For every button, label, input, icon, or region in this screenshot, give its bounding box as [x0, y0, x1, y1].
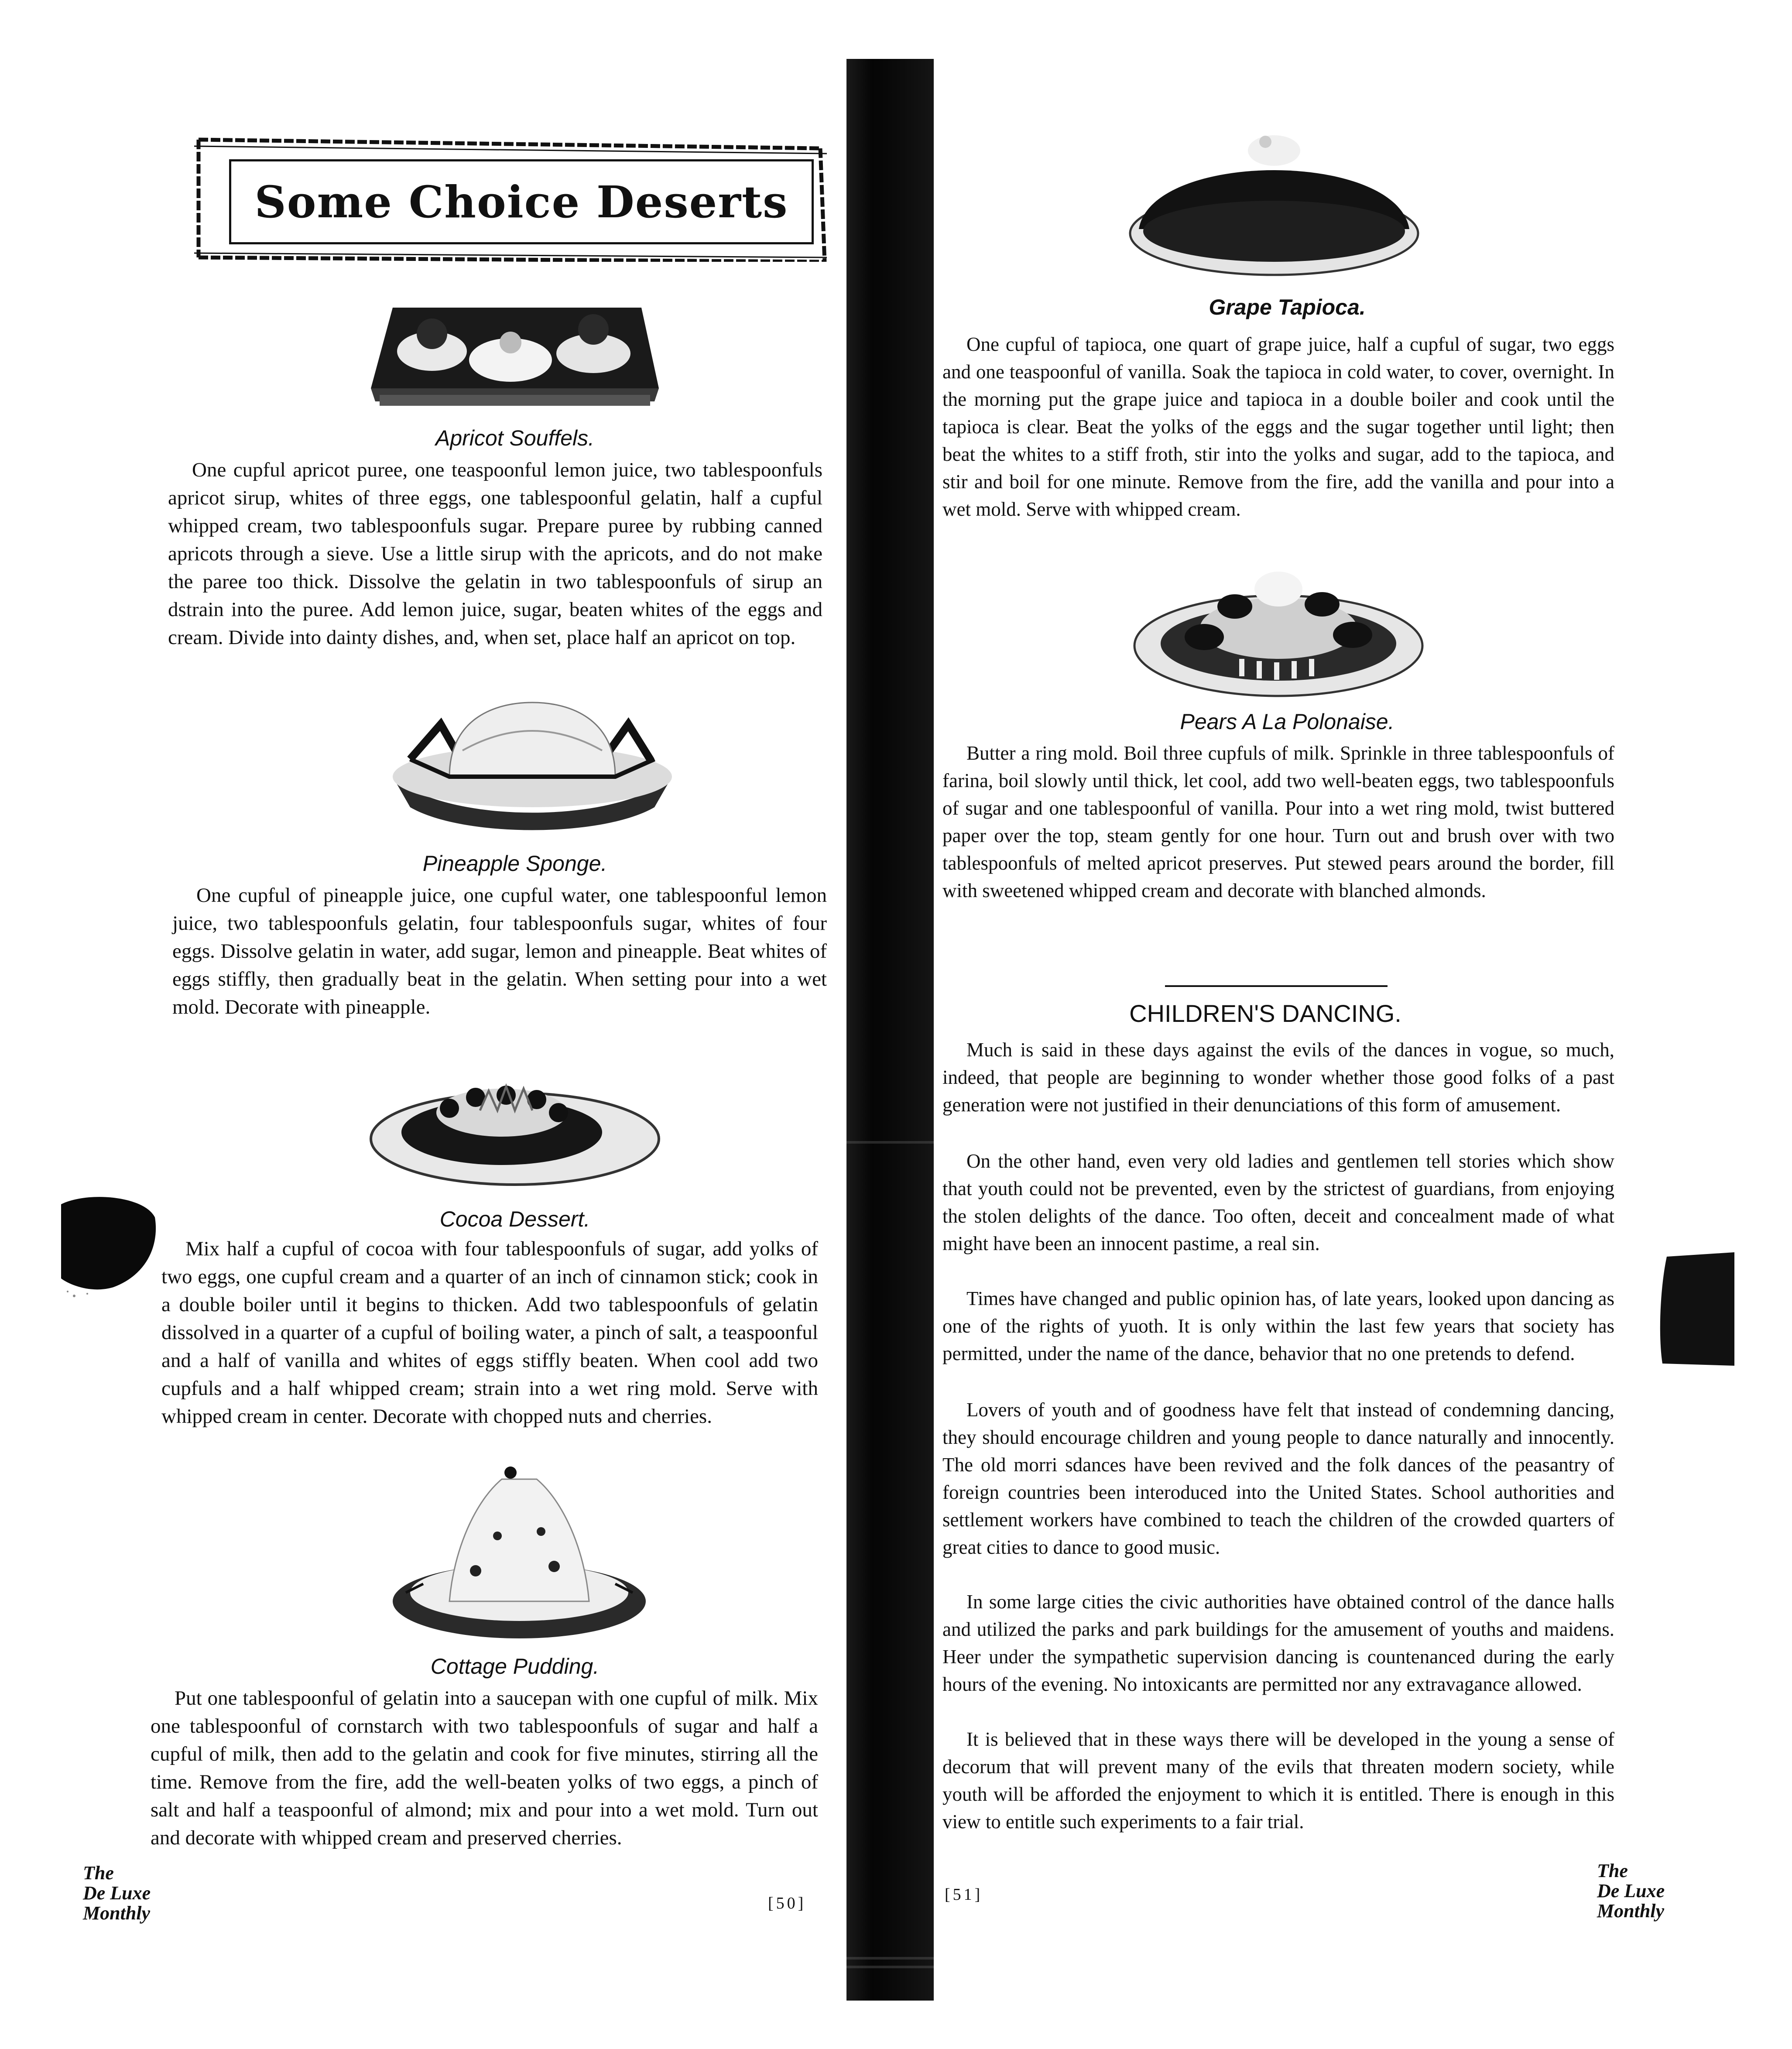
- cottage-pudding-illustration: [388, 1462, 650, 1645]
- pineapple-sponge-illustration: [384, 694, 681, 838]
- article-paragraph-5: In some large cities the civic authorities have obtained control of the dance halls and utilized the parks and park buildings for the amusement of youths and maidens. Heer under the sympathetic supervision dancing is countenanced during the early hours of the evening. No intoxicants are permitted nor any extravagance allowed.: [942, 1591, 1614, 1695]
- grape-tapioca-illustration: [1126, 124, 1422, 281]
- section-divider: [1165, 985, 1388, 987]
- header-title-box: [229, 159, 814, 244]
- recipe-caption-apricot-souffles: Apricot Souffels.: [435, 426, 595, 450]
- page-number-right: [51]: [945, 1885, 983, 1904]
- article-heading: CHILDREN'S DANCING.: [1129, 1000, 1401, 1027]
- article-paragraph-3: Times have changed and public opinion has, of late years, looked upon dancing as one of the rights of yuoth. It is only within the last few years that society has permitted, under the name of the dance, behavior that no one pretends to defend.: [942, 1288, 1614, 1364]
- article-paragraph-4: Lovers of youth and of goodness have felt that instead of condemning dancing, they should encourage children and young people to dance naturally and innocently. The old morri sdances have been revived and the folk dances of the peasantry of foreign countries been interoduced into the United States. School authorities and settlement workers have combined to teach the children of the crowded quarters of great cities to dance to good music.: [942, 1399, 1614, 1558]
- apricot-souffles-illustration: [367, 290, 663, 412]
- cocoa-dessert-illustration: [367, 1060, 663, 1191]
- article-paragraph-6: It is believed that in these ways there will be developed in the young a sense of decorum that will prevent many of the evils that threaten modern society, while youth will be afforded the enjoyment to which it is entitled. There is enough in this view to entitle such experiments to a fair trial.: [942, 1728, 1614, 1833]
- recipe-text-pears-polonaise: Butter a ring mold. Boil three cupfuls of milk. Sprinkle in three tablespoonfuls of farina, boil slowly until thick, let cool, add two well-beaten eggs, two tablespoonfuls of sugar and one tablespoonful of vanilla. Pour into a wet ring mold, twist buttered paper over the top, steam gently for one hour. Turn out and brush over with two tablespoonfuls of melted apricot preserves. Put stewed pears around the border, fill with sweetened whipped cream and decorate with blanched almonds.: [942, 742, 1614, 901]
- recipe-caption-pineapple-sponge: Pineapple Sponge.: [422, 851, 607, 876]
- page-number-left: [50]: [768, 1894, 806, 1912]
- recipe-caption-cottage-pudding: Cottage Pudding.: [430, 1654, 600, 1679]
- article-paragraph-1: Much is said in these days against the evils of the dances in vogue, so much, indeed, that people are beginning to wonder whether those good folks of a past generation were not justified in their denunciations of this form of amusement.: [942, 1039, 1614, 1116]
- recipe-text-cocoa-dessert: Mix half a cupful of cocoa with four tablespoonfuls of sugar, add yolks of two eggs, one cupful cream and a quarter of an inch of cinnamon stick; cook in a double boiler until it begins to thicken. Add two tablespoonfuls of gelatin dissolved in a quarter of a cupful of boiling water, a pinch of salt, a teaspoonful and a half of vanilla and whites of eggs stiffly beaten. When cool add two cupfuls and a half whipped cream; strain into a wet ring mold. Serve with whipped cream in center. Decorate with chopped nuts and cherries.: [161, 1237, 818, 1428]
- pears-polonaise-illustration: [1130, 559, 1427, 702]
- recipe-caption-cocoa-dessert: Cocoa Dessert.: [439, 1207, 590, 1231]
- page-gutter: [846, 59, 934, 2001]
- recipe-text-cottage-pudding: Put one tablespoonful of gelatin into a saucepan with one cupful of milk. Mix one tablespoonful of cornstarch with two tablespoonfuls of sugar and half a cupful of milk, then add to the gelatin and cook for five minutes, stirring all the time. Remove from the fire, add the well-beaten yolks of two eggs, a pinch of salt and half a teaspoonful of almond; mix and pour into a wet mold. Turn out and decorate with whipped cream and preserved cherries.: [151, 1687, 818, 1849]
- recipe-caption-pears-polonaise: Pears A La Polonaise.: [1180, 709, 1395, 734]
- recipe-text-apricot-souffles: One cupful apricot puree, one teaspoonful lemon juice, two tablespoonfuls apricot sirup, whites of three eggs, one tablespoonful gelatin, half a cupful whipped cream, two tablespoonfuls sugar. Prepare puree by rubbing canned apricots through a sieve. Use a little sirup with the apricots, and do not make the paree too thick. Dissolve the gelatin in two tablespoonfuls of sirup an dstrain into the puree. Add lemon juice, sugar, beaten whites of the eggs and cream. Divide into dainty dishes, and, when set, place half an apricot on top.: [168, 459, 822, 649]
- masthead-left: The De Luxe Monthly: [83, 1862, 151, 1924]
- page-title: Some Choice Deserts: [254, 176, 788, 228]
- article-paragraph-2: On the other hand, even very old ladies and gentlemen tell stories which show that youth could not be prevented, even by the strictest of guardians, from enjoying the stolen delights of the dance. Too often, deceit and concealment made of what might have been an innocent pastime, a real sin.: [942, 1150, 1614, 1254]
- recipe-caption-grape-tapioca: Grape Tapioca.: [1209, 295, 1366, 319]
- scan-blot-left: [61, 1191, 157, 1300]
- recipe-text-pineapple-sponge: One cupful of pineapple juice, one cupful water, one tablespoonful lemon juice, two tablespoonfuls gelatin, four tablespoonfuls sugar, whites of four eggs. Dissolve gelatin in water, add sugar, lemon and pineapple. Beat whites of eggs stiffly, then gradually beat in the gelatin. When setting pour into a wet mold. Decorate with pineapple.: [172, 884, 827, 1018]
- scan-blot-right: [1658, 1248, 1737, 1370]
- recipe-text-grape-tapioca: One cupful of tapioca, one quart of grape juice, half a cupful of sugar, two eggs and one teaspoonful of vanilla. Soak the tapioca in cold water, to cover, overnight. In the morning put the grape juice and tapioca in a double boiler and cook until the tapioca is clear. Beat the yolks of the eggs and the sugar together until light; then beat the whites to a stiff froth, stir into the yolks and sugar, add to the tapioca, and stir and boil for one minute. Remove from the fire, add the vanilla and pour into a wet mold. Serve with whipped cream.: [942, 333, 1614, 520]
- masthead-right: The De Luxe Monthly: [1597, 1860, 1665, 1922]
